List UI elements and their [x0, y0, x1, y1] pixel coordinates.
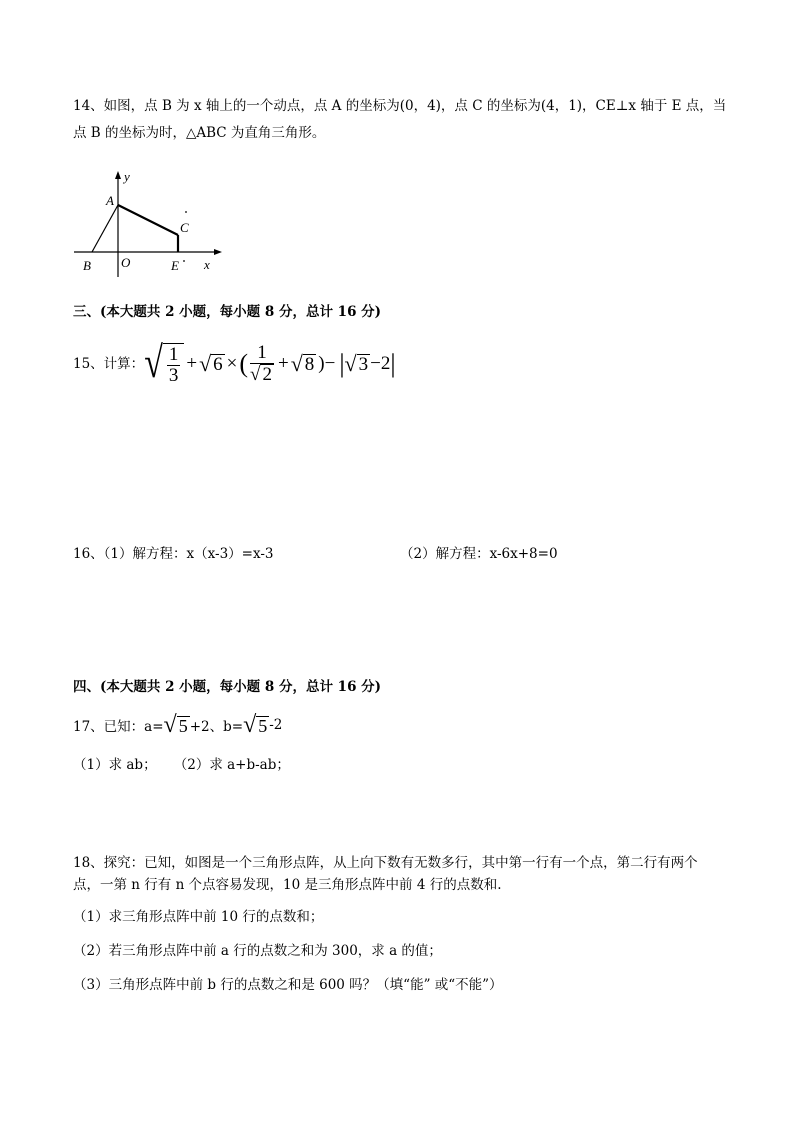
q17-prefix: 17、已知：a= — [73, 719, 164, 735]
q17-mid: +2、b= — [189, 719, 244, 735]
q15-frac1-den: 3 — [168, 364, 179, 386]
radical-icon: √ — [250, 364, 261, 385]
q18-sub1: （1）求三角形点阵中前 10 行的点数和； — [73, 909, 324, 925]
q16-part2: （2）解方程：x-6x+8=0 — [400, 546, 558, 562]
radical-icon: √ — [144, 339, 163, 388]
section4-heading: 四、(本大题共 2 小题，每小题 8 分，总计 16 分) — [73, 679, 382, 695]
segment-AC — [118, 205, 178, 235]
q15-radical-8: 8 — [304, 354, 315, 375]
q18-line1: 18、探究：已知，如图是一个三角形点阵，从上向下数有无数多行，其中第一行有一个点，第二行有两个 — [73, 855, 698, 871]
q14-line1: 14、如图，点 B 为 x 轴上的一个动点，点 A 的坐标为(0，4)，点 C 的坐标为(4，1)，CE⊥x 轴于 E 点，当 — [73, 98, 727, 114]
q14-coordinate-figure — [70, 165, 230, 280]
q15-minus2: −2 — [370, 353, 391, 374]
section3-heading: 三、(本大题共 2 小题，每小题 8 分，总计 16 分) — [73, 304, 382, 320]
radical-icon: √ — [290, 351, 303, 376]
point-mark — [185, 211, 187, 213]
q17-radical-b: 5 — [258, 715, 268, 736]
q16-part1: 16、（1）解方程：x（x-3）=x-3 — [73, 546, 274, 562]
q14-line2: 点 B 的坐标为时，△ABC 为直角三角形。 — [73, 125, 326, 141]
q15-radical-3: 3 — [358, 354, 369, 375]
label-C: C — [180, 220, 189, 235]
label-A: A — [106, 193, 114, 208]
q15-frac2-den — [250, 364, 274, 385]
q15-lparen: ( — [239, 349, 249, 378]
q15-rparen-minus: )− — [318, 353, 336, 374]
label-y: y — [124, 169, 130, 184]
q15-math — [144, 339, 396, 388]
label-O: O — [121, 255, 131, 270]
label-E: E — [171, 258, 179, 273]
q15-times: × — [226, 353, 238, 374]
radical-icon: √ — [163, 711, 177, 738]
q15-radical-2: 2 — [262, 364, 272, 385]
q15-plus-2: + — [277, 353, 289, 374]
q15-abs-close: | — [390, 349, 396, 378]
q15-radical-6: 6 — [213, 354, 223, 375]
radical-icon: √ — [243, 711, 257, 738]
q15-frac2 — [250, 343, 274, 385]
q17-suffix: -2 — [269, 717, 283, 733]
q15-expression — [73, 336, 396, 392]
x-axis-arrow-icon — [214, 249, 222, 255]
q15-frac1-num: 1 — [168, 343, 179, 365]
q18-sub3: （3）三角形点阵中前 b 行的点数之和是 600 吗？（填“能” 或“不能”） — [73, 977, 503, 993]
q17-radical-a: 5 — [178, 715, 188, 736]
q15-radical-1 — [163, 343, 185, 386]
q18-line2: 点，一第 n 行有 n 个点容易发现，10 是三角形点阵中前 4 行的点数和. — [73, 877, 502, 893]
q17-parts: （1）求 ab； （2）求 a+b-ab； — [73, 757, 290, 773]
segment-BA — [92, 205, 118, 252]
q15-abs-open: | — [339, 349, 345, 378]
q18-sub2: （2）若三角形点阵中前 a 行的点数之和为 300，求 a 的值； — [73, 943, 442, 959]
label-B: B — [83, 258, 91, 273]
q15-frac2-num: 1 — [250, 343, 274, 364]
radical-icon: √ — [344, 351, 357, 376]
q17-given — [73, 710, 282, 740]
point-mark — [183, 260, 185, 262]
label-x: x — [204, 257, 210, 272]
q15-plus-1: + — [186, 353, 198, 374]
y-axis-arrow-icon — [115, 171, 121, 179]
q15-prefix: 15、计算： — [73, 356, 145, 372]
radical-icon: √ — [199, 351, 212, 376]
